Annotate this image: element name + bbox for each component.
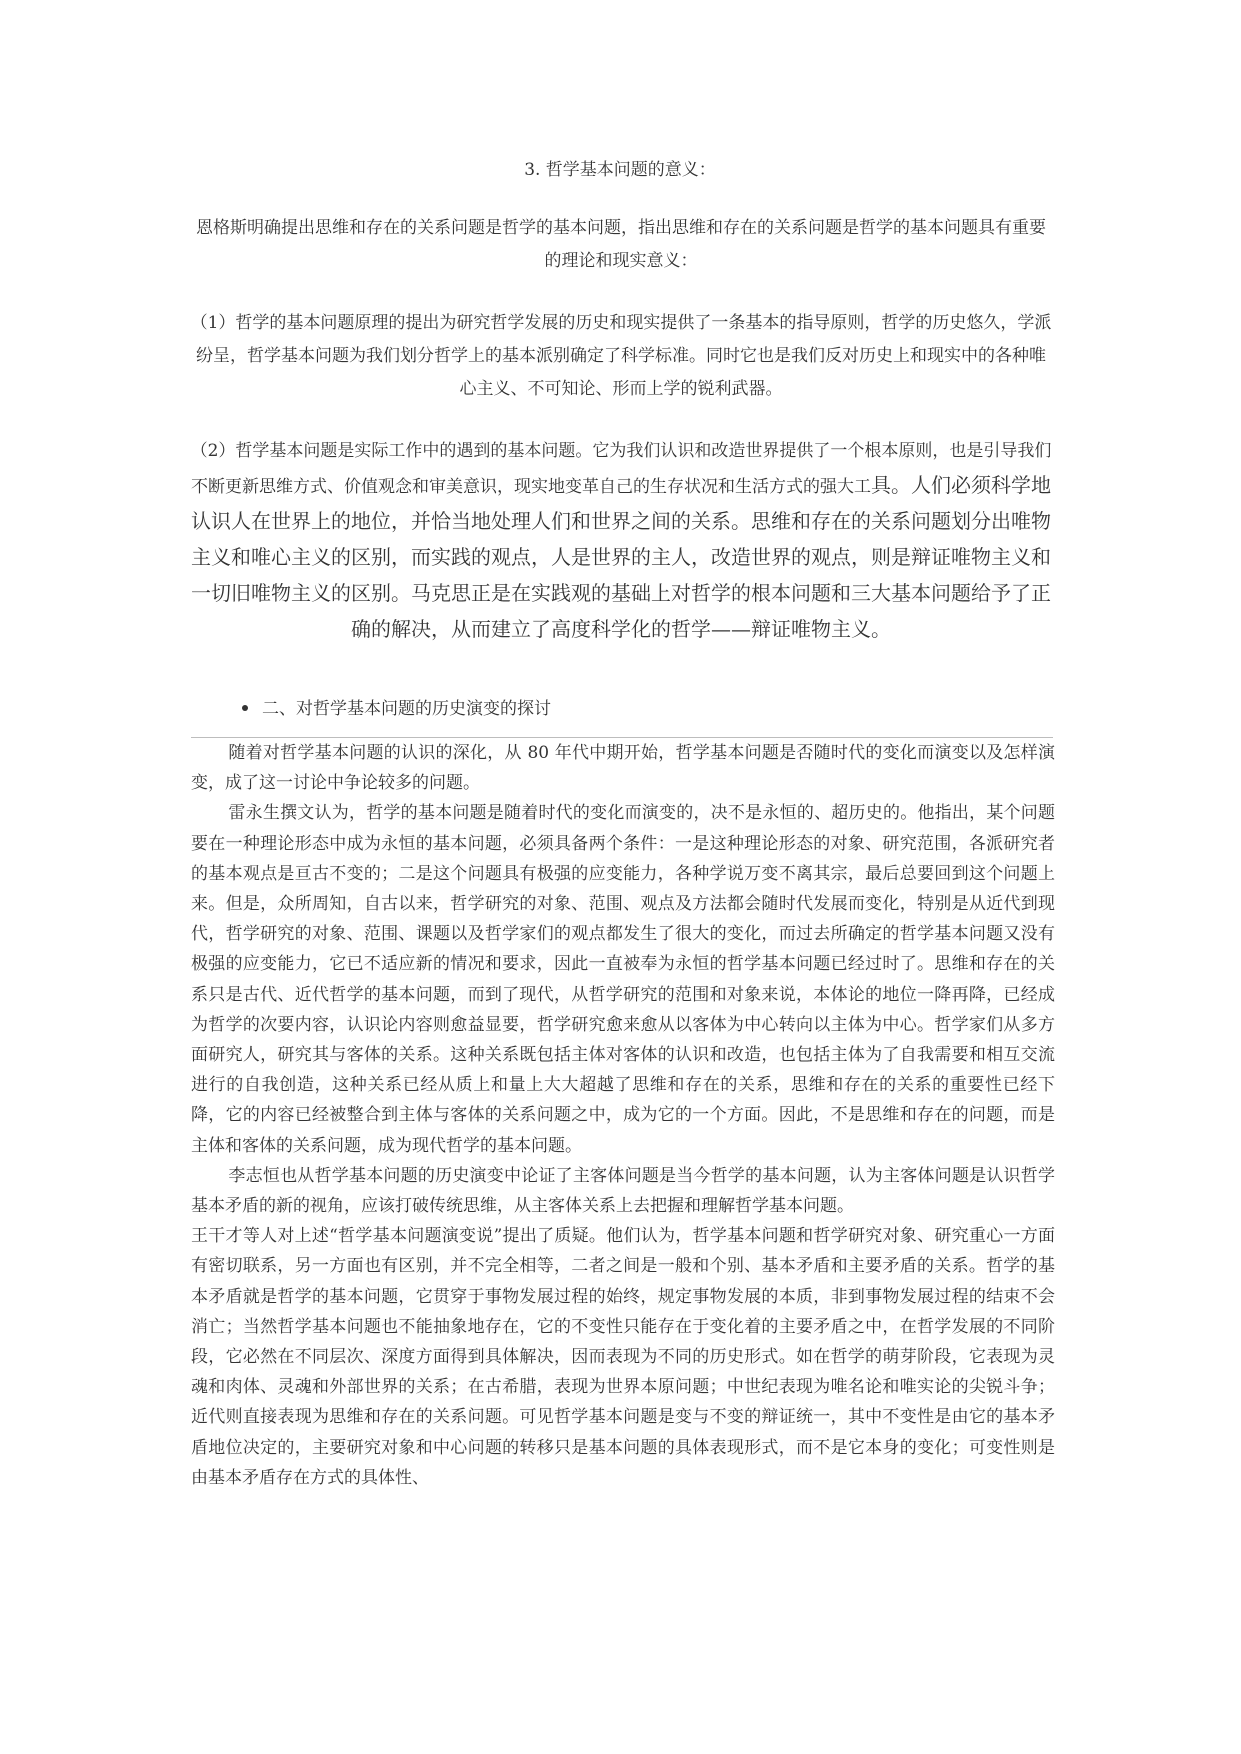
point-1-paragraph: （1）哲学的基本问题原理的提出为研究哲学发展的历史和现实提供了一条基本的指导原则，哲学的历史悠久，学派纷呈，哲学基本问题为我们划分哲学上的基本派别确定了科学标准。同时它也是我们反对历史上和现实中的各种唯心主义、不可知论、形而上学的锐利武器。: [190, 313, 1052, 399]
section-title: 二、对哲学基本问题的历史演变的探讨: [262, 699, 551, 719]
point-2-text-large: 具。人们必须科学地认识人在世界上的地位，并恰当地处理人们和世界之间的关系。思维和存在的关系问题划分出唯物主义和唯心主义的区别，而实践的观点，人是世界的主人，改造世界的观点，则是辩证唯物主义和一切旧唯物主义的区别。马克思正是在实践观的基础上对哲学的根本问题和三大基本问题给予了正确的解决，从而建立了高度科学化的哲学——辩证唯物主义。: [191, 473, 1051, 641]
body-paragraph: 李志恒也从哲学基本问题的历史演变中论证了主客体问题是当今哲学的基本问题，认为主客体问题是认识哲学基本矛盾的新的视角，应该打破传统思维，从主客体关系上去把握和理解哲学基本问题。: [191, 1165, 1055, 1217]
section-heading: 3. 哲学基本问题的意义：: [524, 160, 716, 180]
body-paragraph: 雷永生撰文认为，哲学的基本问题是随着时代的变化而演变的，决不是永恒的、超历史的。他指出，某个问题要在一种理论形态中成为永恒的基本问题，必须具备两个条件：一是这种理论形态的对象、研究范围，各派研究者的基本观点是亘古不变的；二是这个问题具有极强的应变能力，各种学说万变不离其宗，最后总要回到这个问题上来。但是，众所周知，自古以来，哲学研究的对象、范围、观点及方法都会随时代发展而变化，特别是从近代到现代，哲学研究的对象、范围、课题以及哲学家们的观点都发生了很大的变化，而过去所确定的哲学基本问题又没有极强的应变能力，它已不适应新的情况和要求，因此一直被奉为永恒的哲学基本问题已经过时了。思维和存在的关系只是古代、近代哲学的基本问题，而到了现代，从哲学研究的范围和对象来说，本体论的地位一降再降，已经成为哲学的次要内容，认识论内容则愈益显要，哲学研究愈来愈从以客体为中心转向以主体为中心。哲学家们从多方面研究人，研究其与客体的关系。这种关系既包括主体对客体的认识和改造，也包括主体为了自我需要和相互交流进行的自我创造，这种关系已经从质上和量上大大超越了思维和存在的关系，思维和存在的关系的重要性已经下降，它的内容已经被整合到主体与客体的关系问题之中，成为它的一个方面。因此，不是思维和存在的问题，而是主体和客体的关系问题，成为现代哲学的基本问题。: [191, 803, 1055, 1156]
body-text: [191, 738, 1055, 1493]
body-paragraph: 随着对哲学基本问题的认识的深化，从 80 年代中期开始，哲学基本问题是否随时代的变化而演变以及怎样演变，成了这一讨论中争论较多的问题。: [191, 743, 1055, 794]
point-2-paragraph: [188, 435, 1054, 648]
intro-paragraph: 恩格斯明确提出思维和存在的关系问题是哲学的基本问题，指出思维和存在的关系问题是哲学的基本问题具有重要的理论和现实意义：: [196, 218, 1046, 271]
bullet-icon: [242, 705, 248, 711]
point-2-text-small: （2）哲学基本问题是实际工作中的遇到的基本问题。它为我们认识和改造世界提供了一个根本原则，也是引导我们不断更新思维方式、价值观念和审美意识，现实地变革自己的生存状况和生活方式的强大工: [190, 441, 1052, 497]
section-bullet: [242, 694, 551, 724]
body-paragraph: 王干才等人对上述“哲学基本问题演变说”提出了质疑。他们认为，哲学基本问题和哲学研究对象、研究重心一方面有密切联系，另一方面也有区别，并不完全相等，二者之间是一般和个别、基本矛盾和主要矛盾的关系。哲学的基本矛盾就是哲学的基本问题，它贯穿于事物发展过程的始终，规定事物发展的本质，非到事物发展过程的结束不会消亡；当然哲学基本问题也不能抽象地存在，它的不变性只能存在于变化着的主要矛盾之中，在哲学发展的不同阶段，它必然在不同层次、深度方面得到具体解决，因而表现为不同的历史形式。如在哲学的萌芽阶段，它表现为灵魂和肉体、灵魂和外部世界的关系；在古希腊，表现为世界本原问题；中世纪表现为唯名论和唯实论的尖锐斗争；近代则直接表现为思维和存在的关系问题。可见哲学基本问题是变与不变的辩证统一，其中不变性是由它的基本矛盾地位决定的，主要研究对象和中心问题的转移只是基本问题的具体表现形式，而不是它本身的变化；可变性则是由基本矛盾存在方式的具体性、: [191, 1226, 1055, 1488]
